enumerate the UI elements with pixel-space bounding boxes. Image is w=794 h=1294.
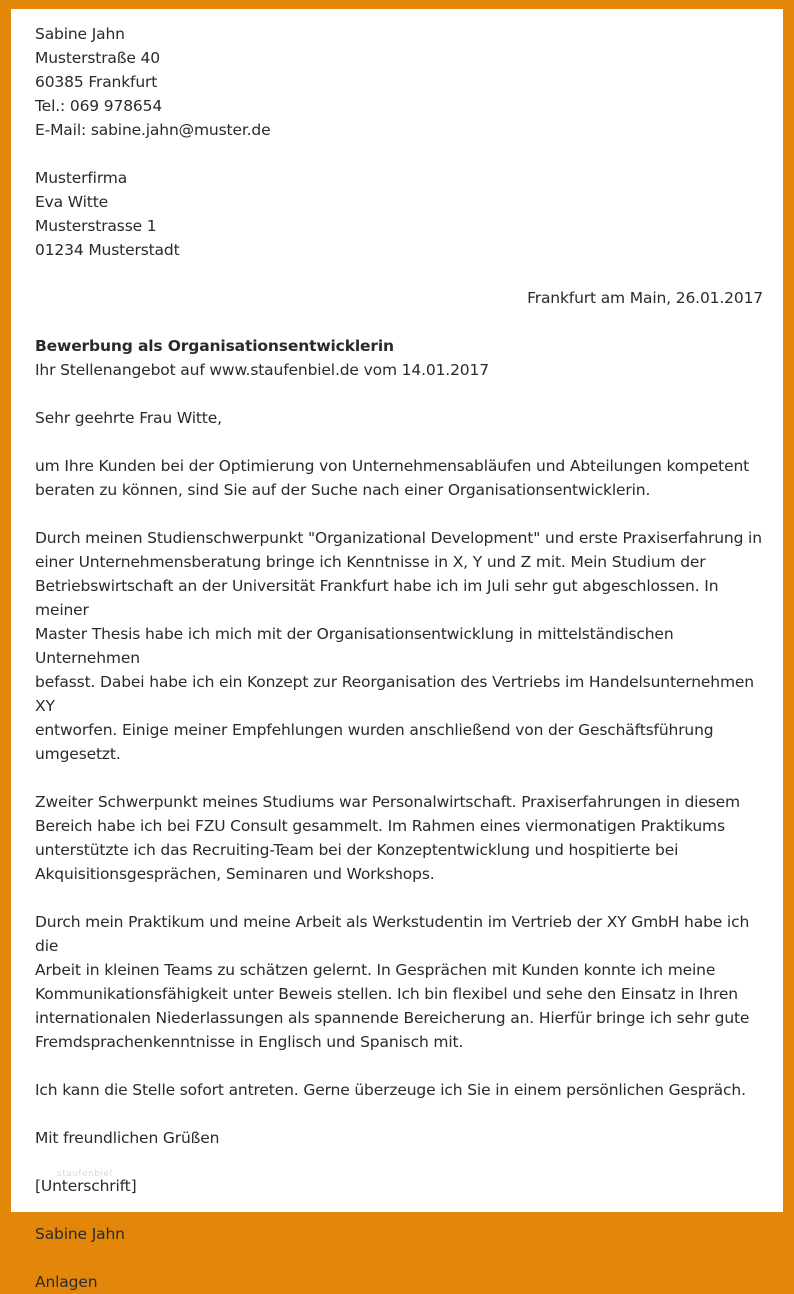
- watermark-logo: staufenbiel: [57, 1169, 113, 1179]
- letter-page: [11, 9, 783, 1291]
- signature-name: Sabine Jahn: [35, 1225, 125, 1243]
- enclosures: Anlagen: [35, 1273, 98, 1291]
- recipient-city: 01234 Musterstadt: [35, 241, 180, 259]
- salutation: Sehr geehrte Frau Witte,: [35, 409, 222, 427]
- closing: Mit freundlichen Grüßen: [35, 1129, 220, 1147]
- recipient-company: Musterfirma: [35, 169, 128, 187]
- letter-body: [35, 22, 763, 1294]
- sender-city: 60385 Frankfurt: [35, 73, 158, 91]
- sender-phone: Tel.: 069 978654: [35, 97, 163, 115]
- subject-reference: Ihr Stellenangebot auf www.staufenbiel.de vom 14.01.2017: [35, 361, 489, 379]
- paragraph-availability: Ich kann die Stelle sofort antreten. Gerne überzeuge ich Sie in einem persönlichen Gespräch.: [35, 1081, 746, 1099]
- paragraph-intro: um Ihre Kunden bei der Optimierung von Unternehmensabläufen und Abteilungen kompetent beraten zu können, sind Sie auf der Suche nach einer Organisationsentwicklerin.: [35, 457, 750, 499]
- signature-placeholder: [Unterschrift]: [35, 1177, 137, 1195]
- recipient-contact: Eva Witte: [35, 193, 109, 211]
- subject-block: [35, 334, 763, 382]
- sender-name: Sabine Jahn: [35, 25, 125, 43]
- sender-email: E-Mail: sabine.jahn@muster.de: [35, 121, 271, 139]
- subject-title: Bewerbung als Organisationsentwicklerin: [35, 337, 394, 355]
- paragraph-studies: Durch meinen Studienschwerpunkt "Organizational Development" und erste Praxiserfahrung in einer Unternehmensberatung bringe ich Kenntnisse in X, Y und Z mit. Mein Studium der Betriebswirtschaft an der Universität Frankfurt habe ich im Juli sehr gut abgeschlossen. In meiner Master Thesis habe ich mich mit der Organisationsentwicklung in mittelständischen Unternehmen befasst. Dabei habe ich ein Konzept zur Reorganisation des Vertriebs im Handelsunternehmen XY entworfen. Einige meiner Empfehlungen wurden anschließend von der Geschäftsführung umgesetzt.: [35, 529, 762, 763]
- recipient-street: Musterstrasse 1: [35, 217, 157, 235]
- paragraph-hr-experience: Zweiter Schwerpunkt meines Studiums war Personalwirtschaft. Praxiserfahrungen in diesem Bereich habe ich bei FZU Consult gesammelt. Im Rahmen eines viermonatigen Praktikums unterstützte ich das Recruiting-Team bei der Konzeptentwicklung und hospitierte bei Akquisitionsgesprächen, Seminaren und Workshops.: [35, 793, 740, 883]
- recipient-block: [35, 166, 763, 262]
- sender-block: [35, 22, 763, 142]
- sender-street: Musterstraße 40: [35, 49, 160, 67]
- date-line: Frankfurt am Main, 26.01.2017: [527, 289, 763, 307]
- paragraph-teamwork: Durch mein Praktikum und meine Arbeit als Werkstudentin im Vertrieb der XY GmbH habe ich die Arbeit in kleinen Teams zu schätzen gelernt. In Gesprächen mit Kunden konnte ich meine Kommunikationsfähigkeit unter Beweis stellen. Ich bin flexibel und sehe den Einsatz in Ihren internationalen Niederlassungen als spannende Bereicherung an. Hierfür bringe ich sehr gute Fremdsprachenkenntnisse in Englisch und Spanisch mit.: [35, 913, 750, 1051]
